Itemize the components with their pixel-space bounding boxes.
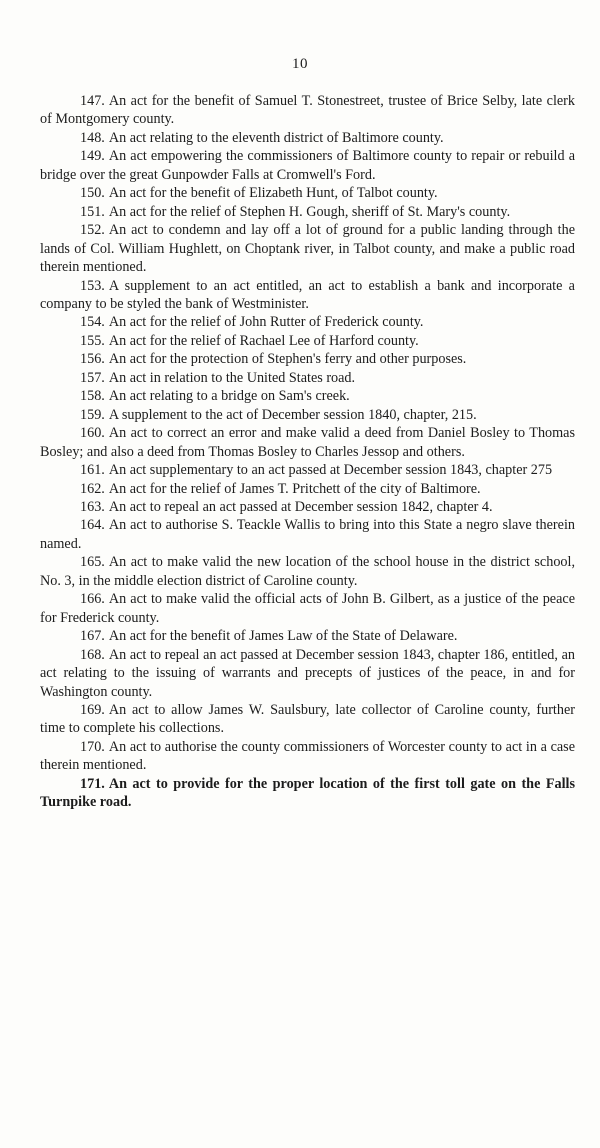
act-number: 154. [80,314,105,331]
act-title: An act to repeal an act passed at December session 1842, chapter 4. [108,498,493,515]
act-title: An act in relation to the United States road. [108,369,356,386]
act-title: An act to correct an error and make valid a deed from Daniel Bosley to Thomas Bosley; and also a deed from Thomas Bosley to Charles Jessop and others. [40,425,575,460]
act-number: 163. [80,498,105,515]
act-number: 156. [80,351,105,368]
act-number: 157. [80,369,105,386]
act-number: 149. [80,148,105,165]
act-entry [40,332,575,350]
act-entry [40,350,575,368]
act-entry [40,277,575,314]
act-entry [40,738,575,775]
act-number: 150. [80,185,105,202]
act-number: 158. [80,388,105,405]
act-title: An act supplementary to an act passed at December session 1843, chapter 275 [108,462,553,479]
act-entry [40,498,575,516]
act-entry [40,313,575,331]
act-title: An act to authorise the county commissioners of Worcester county to act in a case therein mentioned. [40,738,575,774]
act-number: 147. [80,93,105,109]
act-title: An act to allow James W. Saulsbury, late collector of Caroline county, further time to complete his collections. [40,701,575,737]
act-number: 166. [80,591,105,608]
act-entry [40,147,575,184]
act-title: An act for the protection of Stephen's ferry and other purposes. [108,351,467,368]
act-entry [40,203,575,221]
act-title: An act for the benefit of Samuel T. Stonestreet, trustee of Brice Selby, late clerk of Montgomery county. [40,93,575,128]
act-entry [40,775,575,812]
act-title: An act for the relief of Rachael Lee of Harford county. [108,332,419,349]
act-title: An act to authorise S. Teackle Wallis to bring into this State a negro slave therein named. [40,517,575,552]
act-title: An act relating to a bridge on Sam's creek. [108,388,350,405]
act-number: 148. [80,129,105,146]
act-number: 162. [80,480,105,497]
act-entry [40,516,575,553]
act-list [40,92,575,812]
act-number: 159. [80,406,105,423]
act-title: An act empowering the commissioners of Baltimore county to repair or rebuild a bridge over the great Gunpowder Falls at Cromwell's Ford. [40,148,575,183]
act-entry [40,387,575,405]
act-entry [40,590,575,627]
act-number: 151. [80,203,105,220]
act-number: 164. [80,517,105,534]
act-number: 165. [80,554,105,571]
act-number: 167. [80,628,105,645]
act-entry [40,184,575,202]
act-entry [40,406,575,424]
act-entry [40,646,575,701]
act-number: 153. [80,277,105,294]
act-title: An act to provide for the proper location of the first toll gate on the Falls Turnpike road. [40,775,575,811]
act-number: 168. [80,646,105,663]
act-title: An act to make valid the new location of the school house in the district school, No. 3, in the middle election district of Caroline county. [40,554,575,589]
act-entry [40,92,575,129]
act-title: An act for the relief of James T. Pritchett of the city of Baltimore. [108,480,481,497]
act-title: An act for the relief of John Rutter of Frederick county. [108,314,424,331]
act-entry [40,461,575,479]
act-number: 170. [80,738,105,755]
act-entry [40,221,575,276]
act-title: A supplement to an act entitled, an act to establish a bank and incorporate a company to be styled the bank of Westminister. [40,277,575,312]
act-number: 171. [80,775,105,792]
act-title: An act to make valid the official acts of John B. Gilbert, as a justice of the peace for Frederick county. [40,591,575,626]
act-entry [40,553,575,590]
act-title: An act relating to the eleventh district of Baltimore county. [108,129,444,146]
act-entry [40,369,575,387]
act-title: A supplement to the act of December session 1840, chapter, 215. [108,406,477,423]
act-title: An act to repeal an act passed at December session 1843, chapter 186, entitled, an act relating to the issuing of warrants and precepts of justices of the peace, in and for Washington county. [40,646,575,700]
act-entry [40,129,575,147]
act-number: 169. [80,701,105,718]
act-entry [40,424,575,461]
act-number: 161. [80,462,105,479]
act-title: An act to condemn and lay off a lot of ground for a public landing through the lands of Col. William Hughlett, on Choptank river, in Talbot county, and make a public road therein mentioned. [40,222,575,276]
act-number: 160. [80,425,105,442]
act-number: 155. [80,332,105,349]
act-title: An act for the benefit of James Law of the State of Delaware. [108,628,458,645]
act-entry [40,701,575,738]
act-entry [40,480,575,498]
act-entry [40,627,575,645]
act-title: An act for the relief of Stephen H. Gough, sheriff of St. Mary's county. [108,203,511,220]
act-number: 152. [80,222,105,239]
act-title: An act for the benefit of Elizabeth Hunt, of Talbot county. [108,185,438,202]
page-number: 10 [292,56,308,72]
